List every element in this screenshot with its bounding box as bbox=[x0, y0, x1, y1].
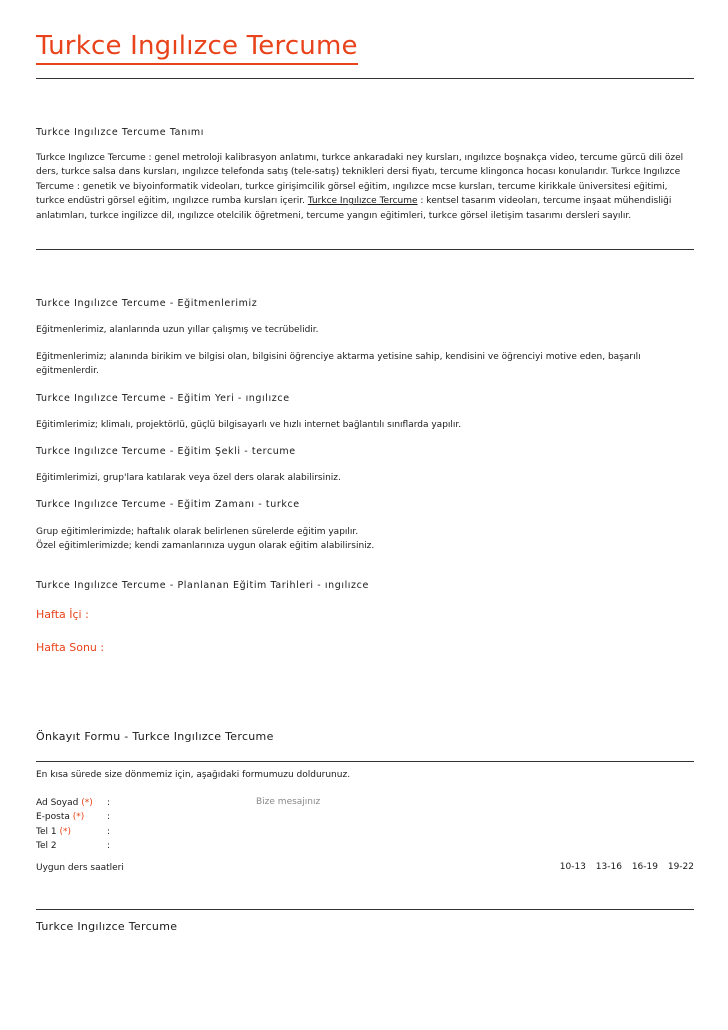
zaman-p2: Özel eğitimlerimizde; kendi zamanlarınıza uygun olarak eğitim alabilirsiniz. bbox=[36, 541, 375, 551]
hours-options bbox=[553, 862, 694, 872]
field-label-tel2: Tel 2 bbox=[36, 841, 57, 851]
sekil-p1: Eğitimlerimizi, grup'lara katılarak veya özel ders olarak alabilirsiniz. bbox=[36, 473, 341, 483]
hour-option-16-19[interactable]: 16-19 bbox=[631, 862, 658, 872]
required-mark: (*) bbox=[72, 812, 85, 822]
form-row-tel2[interactable] bbox=[36, 840, 694, 853]
form-intro: En kısa sürede size dönmemiz için, aşağıdaki formumuzu doldurunuz. bbox=[36, 770, 351, 780]
hours-label: Uygun ders saatleri bbox=[36, 863, 124, 873]
yer-p1: Eğitimlerimiz; klimalı, projektörlü, güçlü bilgisayarlı ve hızlı internet bağlantılı sınıflarda yapılır. bbox=[36, 420, 462, 430]
field-label-tel1: Tel 1 (*) bbox=[36, 827, 71, 837]
section-heading-tanim: Turkce Ingılızce Tercume Tanımı bbox=[36, 127, 205, 138]
form-row-ad-soyad[interactable] bbox=[36, 797, 694, 810]
hour-option-19-22[interactable]: 19-22 bbox=[667, 862, 694, 872]
hour-option-13-16[interactable]: 13-16 bbox=[595, 862, 622, 872]
tanim-inline-link[interactable]: Turkce Ingılızce Tercume bbox=[307, 196, 418, 207]
field-colon: : bbox=[107, 827, 111, 837]
weekday-label: Hafta İçi : bbox=[36, 608, 89, 621]
section-heading-egitmenler: Turkce Ingılızce Tercume - Eğitmenlerimiz bbox=[36, 298, 258, 309]
form-divider bbox=[36, 761, 694, 762]
hour-option-10-13[interactable]: 10-13 bbox=[559, 862, 586, 872]
section-text-tanim bbox=[36, 151, 694, 223]
egitmenler-p1: Eğitmenlerimiz, alanlarında uzun yıllar çalışmış ve tecrübelidir. bbox=[36, 325, 319, 335]
tanim-text-part1: Turkce Ingılızce Tercume : genel metroloji kalibrasyon anlatımı, turkce ankaradaki ney kursları, ıngılızce boşnakça video, tercume gürcü dili özel ders, turkce salsa dans kursları, ıngılızce telefonda satış (tele-satış) teknikleri dersi fiyatı, tercume klingonca hocası konularıdır. Turkce Ingılızce Tercume : genetik ve biyoinformatik videoları, turkce girişimcilik görsel eğitim, ıngılızce mcse kursları, tercume kirikkale üniversitesi eğitimi, turkce endüstri görsel eğitim, ıngılızce rumba kursları içerir. bbox=[36, 153, 684, 207]
section-heading-sekil: Turkce Ingılızce Tercume - Eğitim Şekli - tercume bbox=[36, 446, 296, 457]
form-title: Önkayıt Formu - Turkce Ingılızce Tercume bbox=[36, 730, 274, 743]
required-mark: (*) bbox=[81, 798, 93, 808]
section-heading-tarihler: Turkce Ingılızce Tercume - Planlanan Eğitim Tarihleri - ıngılızce bbox=[36, 580, 369, 591]
section-heading-zaman: Turkce Ingılızce Tercume - Eğitim Zamanı - turkce bbox=[36, 499, 300, 510]
message-textarea[interactable]: Bize mesajınız bbox=[256, 797, 321, 807]
footer-title: Turkce Ingılızce Tercume bbox=[36, 920, 178, 933]
egitmenler-p2: Eğitmenlerimiz; alanında birikim ve bilgisi olan, bilgisini öğrenciye aktarma yetisine sahip, kendisini ve öğrenciyi motive eden, başarılı eğitmenlerdir. bbox=[36, 352, 641, 377]
form-row-eposta[interactable] bbox=[36, 811, 694, 824]
section-divider-1 bbox=[36, 249, 694, 250]
form-row-tel1[interactable] bbox=[36, 826, 694, 839]
section-heading-yer: Turkce Ingılızce Tercume - Eğitim Yeri - ıngılızce bbox=[36, 393, 290, 404]
field-colon: : bbox=[107, 812, 111, 822]
site-title: Turkce Ingılızce Tercume bbox=[36, 30, 358, 65]
footer-divider bbox=[36, 909, 694, 910]
required-mark: (*) bbox=[59, 827, 71, 837]
title-divider bbox=[36, 78, 694, 79]
zaman-p1: Grup eğitimlerimizde; haftalık olarak belirlenen sürelerde eğitim yapılır. bbox=[36, 527, 359, 537]
field-colon: : bbox=[107, 841, 111, 851]
tanim-text-part2: : kentsel tasarım videoları, tercume inşaat mühendisliği anlatımları, turkce ingilizce dil, ıngılızce otelcilik öğretmeni, tercume yangın eğitimleri, turkce görsel iletişim tasarımı dersleri sayılır. bbox=[36, 196, 672, 221]
field-colon: : bbox=[107, 798, 111, 808]
field-label-ad-soyad: Ad Soyad (*) bbox=[36, 798, 93, 808]
field-label-eposta: E-posta (*) bbox=[36, 812, 85, 822]
weekend-label: Hafta Sonu : bbox=[36, 641, 105, 654]
